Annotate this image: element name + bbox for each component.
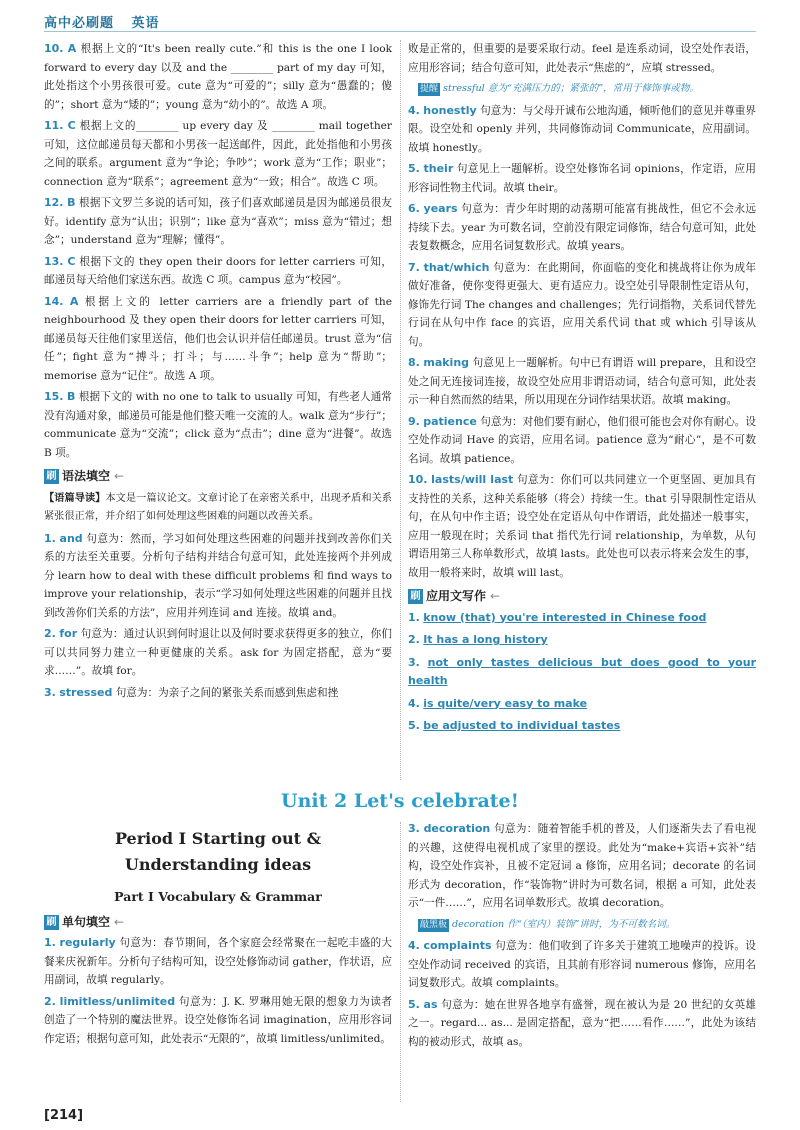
item-explanation: 根据上文的 letter carriers are a friendly part of the neighbourhood 及 they open their doors for letter carriers 可知，邮递员每天往他们家里送信，他们也会认识并信任邮递员。trust 意为“信任”；fight 意为“搏斗；打斗；与……斗争”；help 意为“帮助”；memorise 意为“记住”。故选 A 项。: [44, 295, 393, 382]
item-answer: lasts/will last: [431, 473, 514, 486]
item-number: 4.: [408, 103, 420, 117]
grammar-section-header: [44, 467, 392, 486]
guide-text: 本文是一篇议论文。文章讨论了在亲密关系中，出现矛盾和关系紧张很正常，并介绍了如何处理这些困难的问题以改善关系。: [44, 492, 392, 522]
item-answer: as: [423, 997, 438, 1011]
tip-tag: 敲黑板: [420, 919, 448, 930]
word-section-header: [44, 913, 392, 932]
item-answer: their: [423, 162, 454, 175]
item-explanation: 句意为：对他们要有耐心，他们很可能也会对你有耐心。设空处作动词 Have 的宾语，应用名词。patience 意为“耐心”，是不可数名词。故填 patience。: [408, 415, 757, 465]
writing-section-header: [408, 587, 756, 606]
item-answer: A: [69, 294, 79, 308]
answer-item: [44, 293, 392, 386]
answer-item: [44, 117, 392, 191]
reading-answers: [44, 40, 392, 462]
writing-section-title: 应用文写作: [426, 589, 487, 603]
answer-item: [408, 820, 756, 913]
item-explanation: 根据上文的________ up every day 及 ________ mail together 可知，这位邮递员每天都和小男孩一起送邮件，因此，此处指他和小男孩之间的联系。argument 意为“争论；争吵”；work 意为“工作；职业”；connection 意为“联系”；agreement 意为“一致；相合”。故选 C 项。: [44, 120, 392, 188]
unit-left-column: [44, 820, 392, 1051]
item-answer: limitless/unlimited: [59, 994, 176, 1008]
tip-tag: 提醒: [420, 84, 439, 94]
answer-item: [44, 993, 392, 1049]
item-number: 2.: [44, 627, 56, 640]
writing-answer: is quite/very easy to make: [423, 696, 588, 710]
item-answer: decoration: [423, 822, 491, 835]
item-answer: regularly: [59, 936, 116, 949]
brush-icon: 刷: [44, 469, 59, 484]
item-explanation: 句意为：与父母开诚布公地沟通，倾听他们的意见并尊重界限。设空处和 openly 并列，共同修饰动词 Communicate，应用副词。故填 honestly。: [408, 104, 756, 154]
running-header: [44, 12, 172, 31]
writing-item: [408, 609, 756, 628]
answer-item: [408, 200, 756, 256]
item-answer: C: [67, 254, 76, 268]
item-explanation: 根据下文的 they open their doors for letter carriers 可知，邮递员每天给他们家送东西。故选 C 项。campus 意为“校园”。: [44, 255, 392, 286]
tip-text: stressful 意为“充满压力的；紧张的”，常用于修饰事或物。: [443, 83, 700, 94]
item-explanation: 句意见上一题解析。设空处修饰名词 opinions，作定语，应用形容词性物主代词。故填 their。: [408, 163, 757, 194]
unit-right-column: [408, 820, 756, 1054]
header-rule: [44, 31, 756, 32]
period-title-line2: Understanding ideas: [124, 855, 312, 874]
item-answer: patience: [423, 414, 477, 428]
answer-item: [408, 40, 756, 77]
item-explanation: 句意为：你们可以共同建立一个更坚固、更加具有支持性的关系，这种关系能够（将会）持续一生。that 引导限制性定语从句，在从句中作主语；设空处在定语从句中作谓语，此处描述一般事实，应用一般现在时；关系词 that 指代先行词 relationship，为单数，从句谓语用第三人称单数形式，故填 lasts。此处也可以表示将来会发生的事，故用一般将来时，故填 will last。: [408, 474, 756, 579]
item-number: 3.: [408, 655, 420, 669]
item-number: 5.: [408, 997, 420, 1011]
writing-answer: not only tastes delicious but does good to your health: [408, 655, 756, 687]
item-number: 10.: [44, 42, 64, 55]
answer-item: [408, 259, 756, 352]
answer-item: [408, 996, 756, 1052]
item-explanation: 根据下文罗兰多说的话可知，孩子们喜欢邮递员是因为邮递员很友好。identify 意为“认出；识别”；like 意为“喜欢”；miss 意为“错过；想念”；understand 意为“理解；懂得”。: [44, 197, 392, 246]
item-answer: complaints: [423, 939, 492, 952]
item-number: 5.: [408, 162, 420, 175]
page-number: [214]: [44, 1108, 84, 1123]
answer-item: [408, 102, 756, 158]
item-explanation: 败是正常的，但重要的是要采取行动。feel 是连系动词，设空处作表语，应用形容词；结合句意可知，此处表示“焦虑的”，应填 stressed。: [408, 43, 756, 74]
item-number: 9.: [408, 414, 420, 428]
period-title-line1: Period Ⅰ Starting out &: [114, 829, 322, 848]
writing-item: [408, 654, 756, 691]
item-explanation: 句意为：他们收到了许多关于建筑工地噪声的投诉。设空处作动词 received 的宾语，且其前有形容词 numerous 修饰，应用名词复数形式。故填 complaints。: [408, 940, 756, 989]
tip-note: [418, 80, 756, 99]
item-number: 11.: [44, 119, 64, 132]
writing-answer: It has a long history: [423, 633, 548, 646]
brush-icon: 刷: [408, 589, 423, 604]
item-number: 3.: [408, 822, 420, 835]
grammar-section-title: 语法填空: [62, 469, 111, 483]
item-number: 1.: [44, 531, 56, 545]
answer-item: [44, 625, 392, 681]
item-number: 4.: [408, 939, 420, 952]
answer-item: [408, 937, 756, 993]
grammar-answers-cont: [408, 40, 756, 582]
writing-answer: know (that) you're interested in Chinese food: [423, 610, 707, 624]
item-answer: C: [67, 119, 76, 132]
item-number: 15.: [44, 390, 64, 403]
tip-text: decoration 作“（室内）装饰”讲时，为不可数名词。: [452, 918, 676, 930]
item-answer: stressed: [59, 685, 113, 699]
item-number: 1.: [408, 610, 420, 624]
dash-decoration: ←: [114, 914, 127, 929]
item-answer: B: [66, 390, 76, 403]
item-explanation: 句意为：通过认识到何时退让以及何时要求获得更多的独立，你们可以共同努力建立一种更健康的关系。ask for 为固定搭配，意为“要求……”。故填 for。: [44, 628, 392, 677]
item-answer: making: [423, 356, 470, 369]
column-divider-top: [400, 40, 401, 780]
item-explanation: 句意为：青少年时期的动荡期可能富有挑战性，但它不会永远持续下去。year 为可数名词，空前没有限定词修饰，结合句意可知，此处表复数概念，应用名词复数形式。故填 years。: [408, 203, 756, 252]
item-explanation: 句意为：随着智能手机的普及，人们逐渐失去了看电视的兴趣，这使得电视机成了家里的摆设。此处为“make+宾语+宾补”结构，设空处作宾补，且被不定冠词 a 修饰，应用名词；decorate 的名词形式为 decoration，作“装饰物”讲时为可数名词，根据 a 可知，此处表示“一件……”，应用名词单数形式。故填 decoration。: [408, 823, 757, 909]
item-explanation: 句意见上一题解析。句中已有谓语 will prepare，且和设空处之间无连接词连接，故设空处应用非谓语动词，结合句意可知，此处表示一种自然而然的结果，所以用现在分词作结果状语。故填 making。: [408, 357, 756, 406]
writing-item: [408, 695, 756, 714]
writing-item: [408, 717, 756, 736]
guide-label: 【语篇导读】: [44, 491, 106, 504]
item-answer: and: [59, 531, 83, 545]
book-title: 高中必刷题: [44, 16, 115, 31]
item-number: 5.: [408, 719, 420, 732]
item-answer: years: [423, 202, 458, 215]
item-answer: that/which: [423, 260, 490, 274]
brush-icon: 刷: [44, 915, 59, 930]
item-number: 1.: [44, 936, 56, 949]
item-number: 12.: [44, 196, 64, 209]
writing-answer: be adjusted to individual tastes: [423, 719, 621, 732]
answer-item: [408, 354, 756, 410]
word-answers-cont: [408, 820, 756, 1051]
answer-item: [44, 934, 392, 990]
item-answer: A: [67, 42, 77, 55]
item-explanation: 句意为：然而，学习如何处理这些困难的问题并找到改善你们关系的方法至关重要。分析句子结构并结合句意可知，此处连接两个并列成分 learn how to deal with these difficult problems 和 find ways to improve your relationship，表示“学习如何处理这些困难的问题并且找到改善你们关系的方法”，应用并列连词 and 连接。故填 and。: [44, 532, 392, 619]
item-explanation: 句意为：J. K. 罗琳用她无限的想象力为读者创造了一个特别的魔法世界。设空处修饰名词 imagination，应用形容词作定语；根据句意可知，此处表示“无限的”，故填 limitless/unlimited。: [44, 995, 392, 1045]
item-number: 2.: [44, 994, 56, 1008]
item-number: 10.: [408, 473, 428, 486]
answer-item: [408, 471, 756, 582]
item-number: 14.: [44, 294, 64, 308]
left-column: [44, 40, 392, 705]
part-title: Part Ⅰ Vocabulary & Grammar: [114, 889, 322, 904]
item-answer: B: [67, 196, 76, 209]
answer-item: [44, 253, 392, 290]
tip-note: [418, 916, 756, 935]
answer-item: [408, 413, 756, 469]
dash-decoration: ←: [114, 469, 127, 483]
item-number: 7.: [408, 260, 420, 274]
item-explanation: 句意为：春节期间，各个家庭会经常聚在一起吃丰盛的大餐来庆祝新年。分析句子结构可知，设空处修饰动词 gather，作状语，应用副词，故填 regularly。: [44, 937, 393, 986]
writing-answers: [408, 609, 756, 736]
right-column: [408, 40, 756, 740]
item-explanation: 句意为：她在世界各地享有盛誉，现在被认为是 20 世纪的女英雄之一。regard... as... 是固定搭配，意为“把……看作……”，此处为该结构的被动形式，故填 as。: [408, 998, 757, 1048]
item-explanation: 根据下文的 with no one to talk to usually 可知，有些老人通常没有沟通对象，邮递员可能是他们整天唯一交流的人。walk 意为“步行”；communicate 意为“交流”；click 意为“点击”；dine 意为“进餐”。故选 B 项。: [44, 391, 392, 459]
column-divider-bottom: [400, 822, 401, 1102]
answer-item: [44, 388, 392, 462]
item-number: 2.: [408, 633, 420, 646]
item-answer: honestly: [423, 103, 477, 117]
word-section-title: 单句填空: [62, 914, 111, 929]
answer-item: [44, 194, 392, 250]
answer-item: [44, 530, 392, 623]
subject-label: 英语: [131, 16, 160, 31]
item-explanation: 句意为：为亲子之间的紧张关系而感到焦虑和挫: [115, 686, 339, 699]
item-number: 4.: [408, 696, 420, 710]
answer-item: [44, 40, 392, 114]
unit-title: Unit 2 Let's celebrate!: [281, 790, 519, 812]
item-number: 3.: [44, 685, 56, 699]
item-number: 8.: [408, 356, 420, 369]
period-title: [44, 826, 392, 878]
writing-item: [408, 631, 756, 650]
item-number: 13.: [44, 254, 64, 268]
answer-item: [408, 160, 756, 197]
dash-decoration: ←: [490, 589, 503, 603]
word-answers: [44, 934, 392, 1048]
item-answer: for: [59, 627, 78, 640]
passage-guide: [44, 489, 392, 526]
grammar-answers: [44, 530, 392, 703]
answer-item: [44, 684, 392, 703]
item-explanation: 根据上文的“It's been really cute.”和 this is the one I look forward to every day 以及 and the ________ part of my day 可知，此处指这个小男孩很可爱。cute 意为“可爱的”；silly 意为“愚蠢的；傻的”；short 意为“矮的”；young 意为“幼小的”。故选 A 项。: [44, 43, 393, 111]
item-number: 6.: [408, 202, 420, 215]
item-explanation: 句意为：在此期间，你面临的变化和挑战将让你为成年做好准备，使你变得更强大、更有适应力。设空处引导限制性定语从句，修饰先行词 The changes and challenges；先行词指物，关系词代替先行词在从句中作 face 的宾语，应用关系代词 that 或 which 引导该从句。: [408, 261, 757, 348]
